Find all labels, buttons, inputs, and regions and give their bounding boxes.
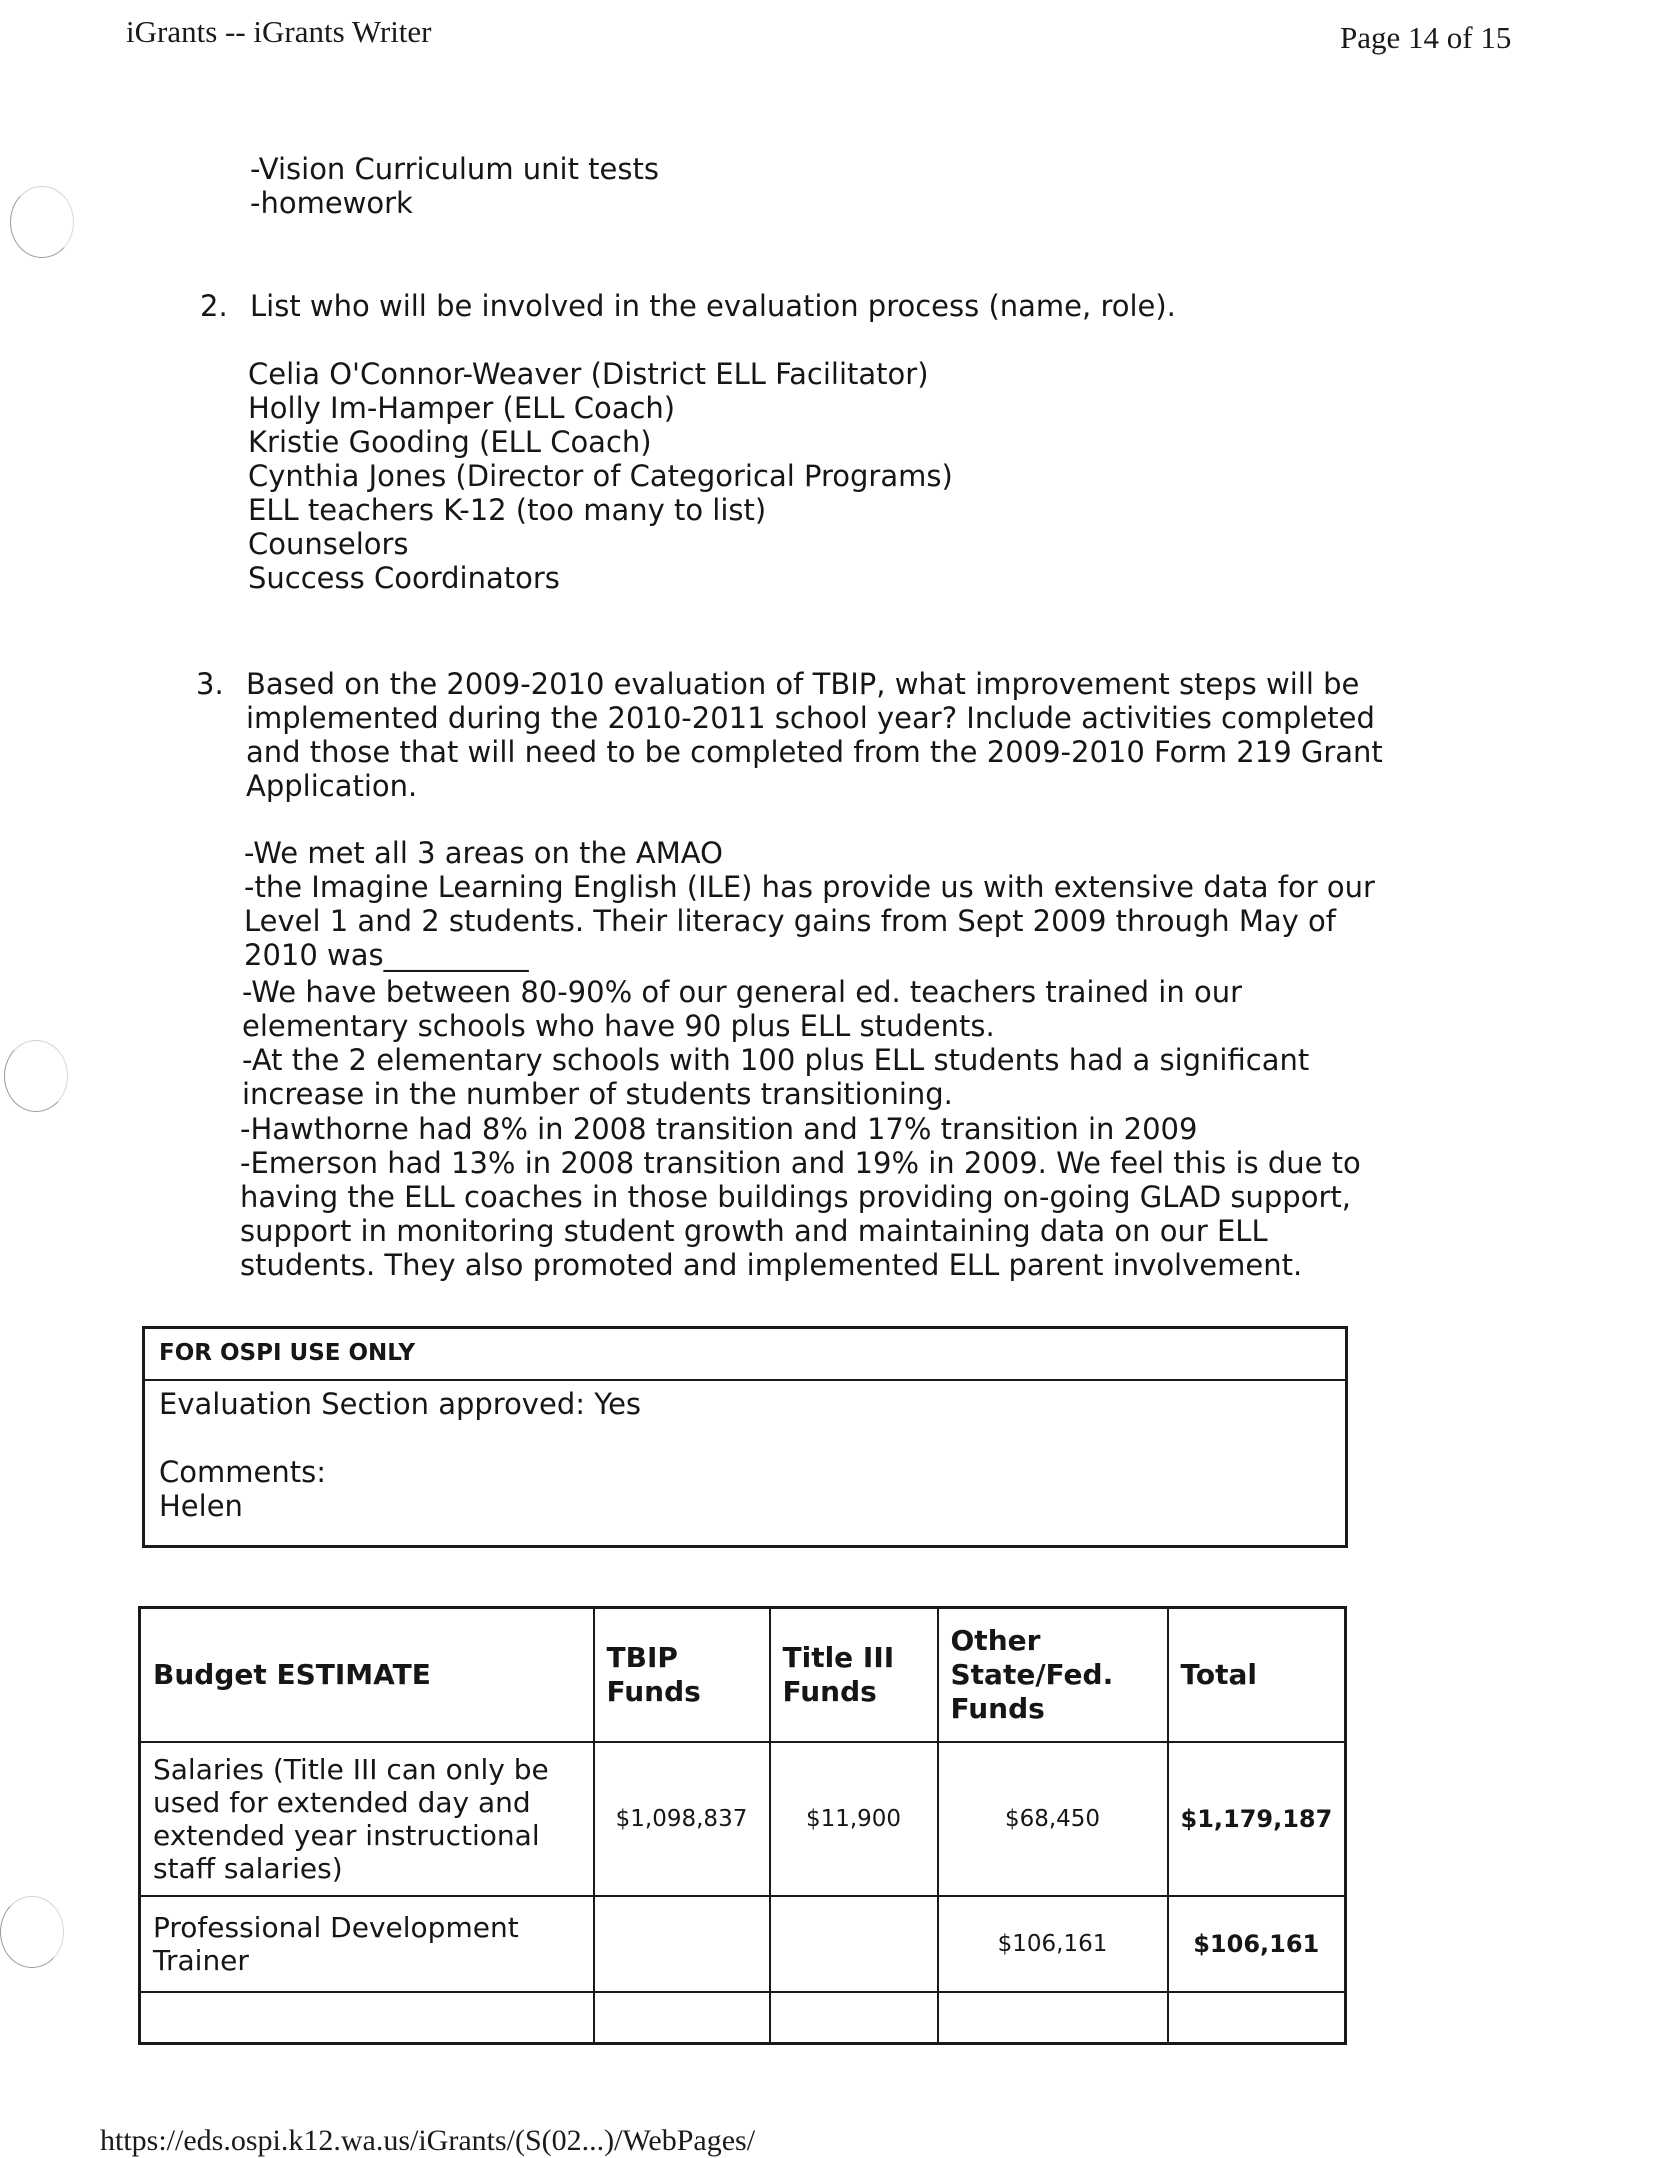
answer-line: 2010 was__________ — [244, 938, 529, 972]
question-text: List who will be involved in the evaluation process (name, role). — [250, 289, 1176, 323]
table-cutoff — [130, 2048, 1360, 2060]
page-number: Page 14 of 15 — [1340, 20, 1512, 55]
answer-line: elementary schools who have 90 plus ELL students. — [242, 1009, 995, 1043]
header-tbip-funds: TBIP Funds — [594, 1608, 770, 1742]
cell-tbip: $1,098,837 — [594, 1742, 770, 1896]
cell-total: $1,179,187 — [1168, 1742, 1346, 1896]
answer-line: -Hawthorne had 8% in 2008 transition and 17% transition in 2009 — [240, 1112, 1198, 1146]
cell-other: $106,161 — [938, 1896, 1168, 1992]
cell-title3 — [770, 1992, 938, 2044]
cell-other — [938, 1992, 1168, 2044]
person-line: Success Coordinators — [248, 561, 560, 595]
question-line: implemented during the 2010-2011 school year? Include activities completed — [246, 701, 1375, 735]
answer-line: -Emerson had 13% in 2008 transition and 19% in 2009. We feel this is due to — [240, 1146, 1361, 1180]
cell-other: $68,450 — [938, 1742, 1168, 1896]
budget-table — [138, 1606, 1347, 2045]
list-item: -Vision Curriculum unit tests — [250, 152, 659, 186]
footer-url[interactable]: https://eds.ospi.k12.wa.us/iGrants/(S(02...)/WebPages/ — [100, 2124, 756, 2157]
punch-hole — [4, 1040, 68, 1112]
ospi-approved: Evaluation Section approved: Yes — [159, 1387, 642, 1421]
answer-line: support in monitoring student growth and maintaining data on our ELL — [240, 1214, 1268, 1248]
row-label: Salaries (Title III can only be used for extended day and extended year instructional staff salaries) — [140, 1742, 594, 1896]
header-title: iGrants -- iGrants Writer — [126, 14, 432, 49]
answer-line: students. They also promoted and implemented ELL parent involvement. — [240, 1248, 1303, 1282]
header-other-funds: Other State/Fed. Funds — [938, 1608, 1168, 1742]
punch-hole — [0, 1896, 64, 1968]
cell-tbip — [594, 1992, 770, 2044]
person-line: Counselors — [248, 527, 409, 561]
question-line: Based on the 2009-2010 evaluation of TBIP, what improvement steps will be — [246, 667, 1360, 701]
cell-title3: $11,900 — [770, 1742, 938, 1896]
ospi-heading-cell — [144, 1328, 1347, 1381]
table-header-row — [140, 1608, 1346, 1742]
person-line: Holly Im-Hamper (ELL Coach) — [248, 391, 676, 425]
person-line: ELL teachers K-12 (too many to list) — [248, 493, 767, 527]
question-line: and those that will need to be completed from the 2009-2010 Form 219 Grant — [246, 735, 1383, 769]
ospi-comments: Helen — [159, 1489, 243, 1523]
list-item: -homework — [250, 186, 413, 220]
row-label: Professional Development Trainer — [140, 1896, 594, 1992]
table-row — [140, 1742, 1346, 1896]
person-line: Kristie Gooding (ELL Coach) — [248, 425, 652, 459]
answer-line: -the Imagine Learning English (ILE) has provide us with extensive data for our — [244, 870, 1375, 904]
person-line: Celia O'Connor-Weaver (District ELL Facilitator) — [248, 357, 929, 391]
answer-line: having the ELL coaches in those buildings providing on-going GLAD support, — [240, 1180, 1351, 1214]
question-number: 2. — [200, 289, 228, 323]
answer-line: increase in the number of students transitioning. — [242, 1077, 953, 1111]
person-line: Cynthia Jones (Director of Categorical Programs) — [248, 459, 953, 493]
answer-line: -At the 2 elementary schools with 100 plus ELL students had a significant — [242, 1043, 1310, 1077]
cell-tbip — [594, 1896, 770, 1992]
cell-title3 — [770, 1896, 938, 1992]
table-row — [140, 1896, 1346, 1992]
question-number: 3. — [196, 667, 224, 701]
answer-line: Level 1 and 2 students. Their literacy gains from Sept 2009 through May of — [244, 904, 1336, 938]
cell-total — [1168, 1992, 1346, 2044]
table-row — [140, 1992, 1346, 2044]
ospi-comments-label: Comments: — [159, 1455, 326, 1489]
row-label — [140, 1992, 594, 2044]
answer-line: -We have between 80-90% of our general ed. teachers trained in our — [242, 975, 1242, 1009]
header-total: Total — [1168, 1608, 1346, 1742]
answer-line: -We met all 3 areas on the AMAO — [244, 836, 723, 870]
header-title3-funds: Title III Funds — [770, 1608, 938, 1742]
ospi-body-cell — [144, 1380, 1347, 1547]
cell-total: $106,161 — [1168, 1896, 1346, 1992]
ospi-box — [142, 1326, 1348, 1548]
header-budget-estimate: Budget ESTIMATE — [140, 1608, 594, 1742]
question-line: Application. — [246, 769, 418, 803]
ospi-heading: FOR OSPI USE ONLY — [159, 1340, 416, 1366]
punch-hole — [10, 186, 74, 258]
